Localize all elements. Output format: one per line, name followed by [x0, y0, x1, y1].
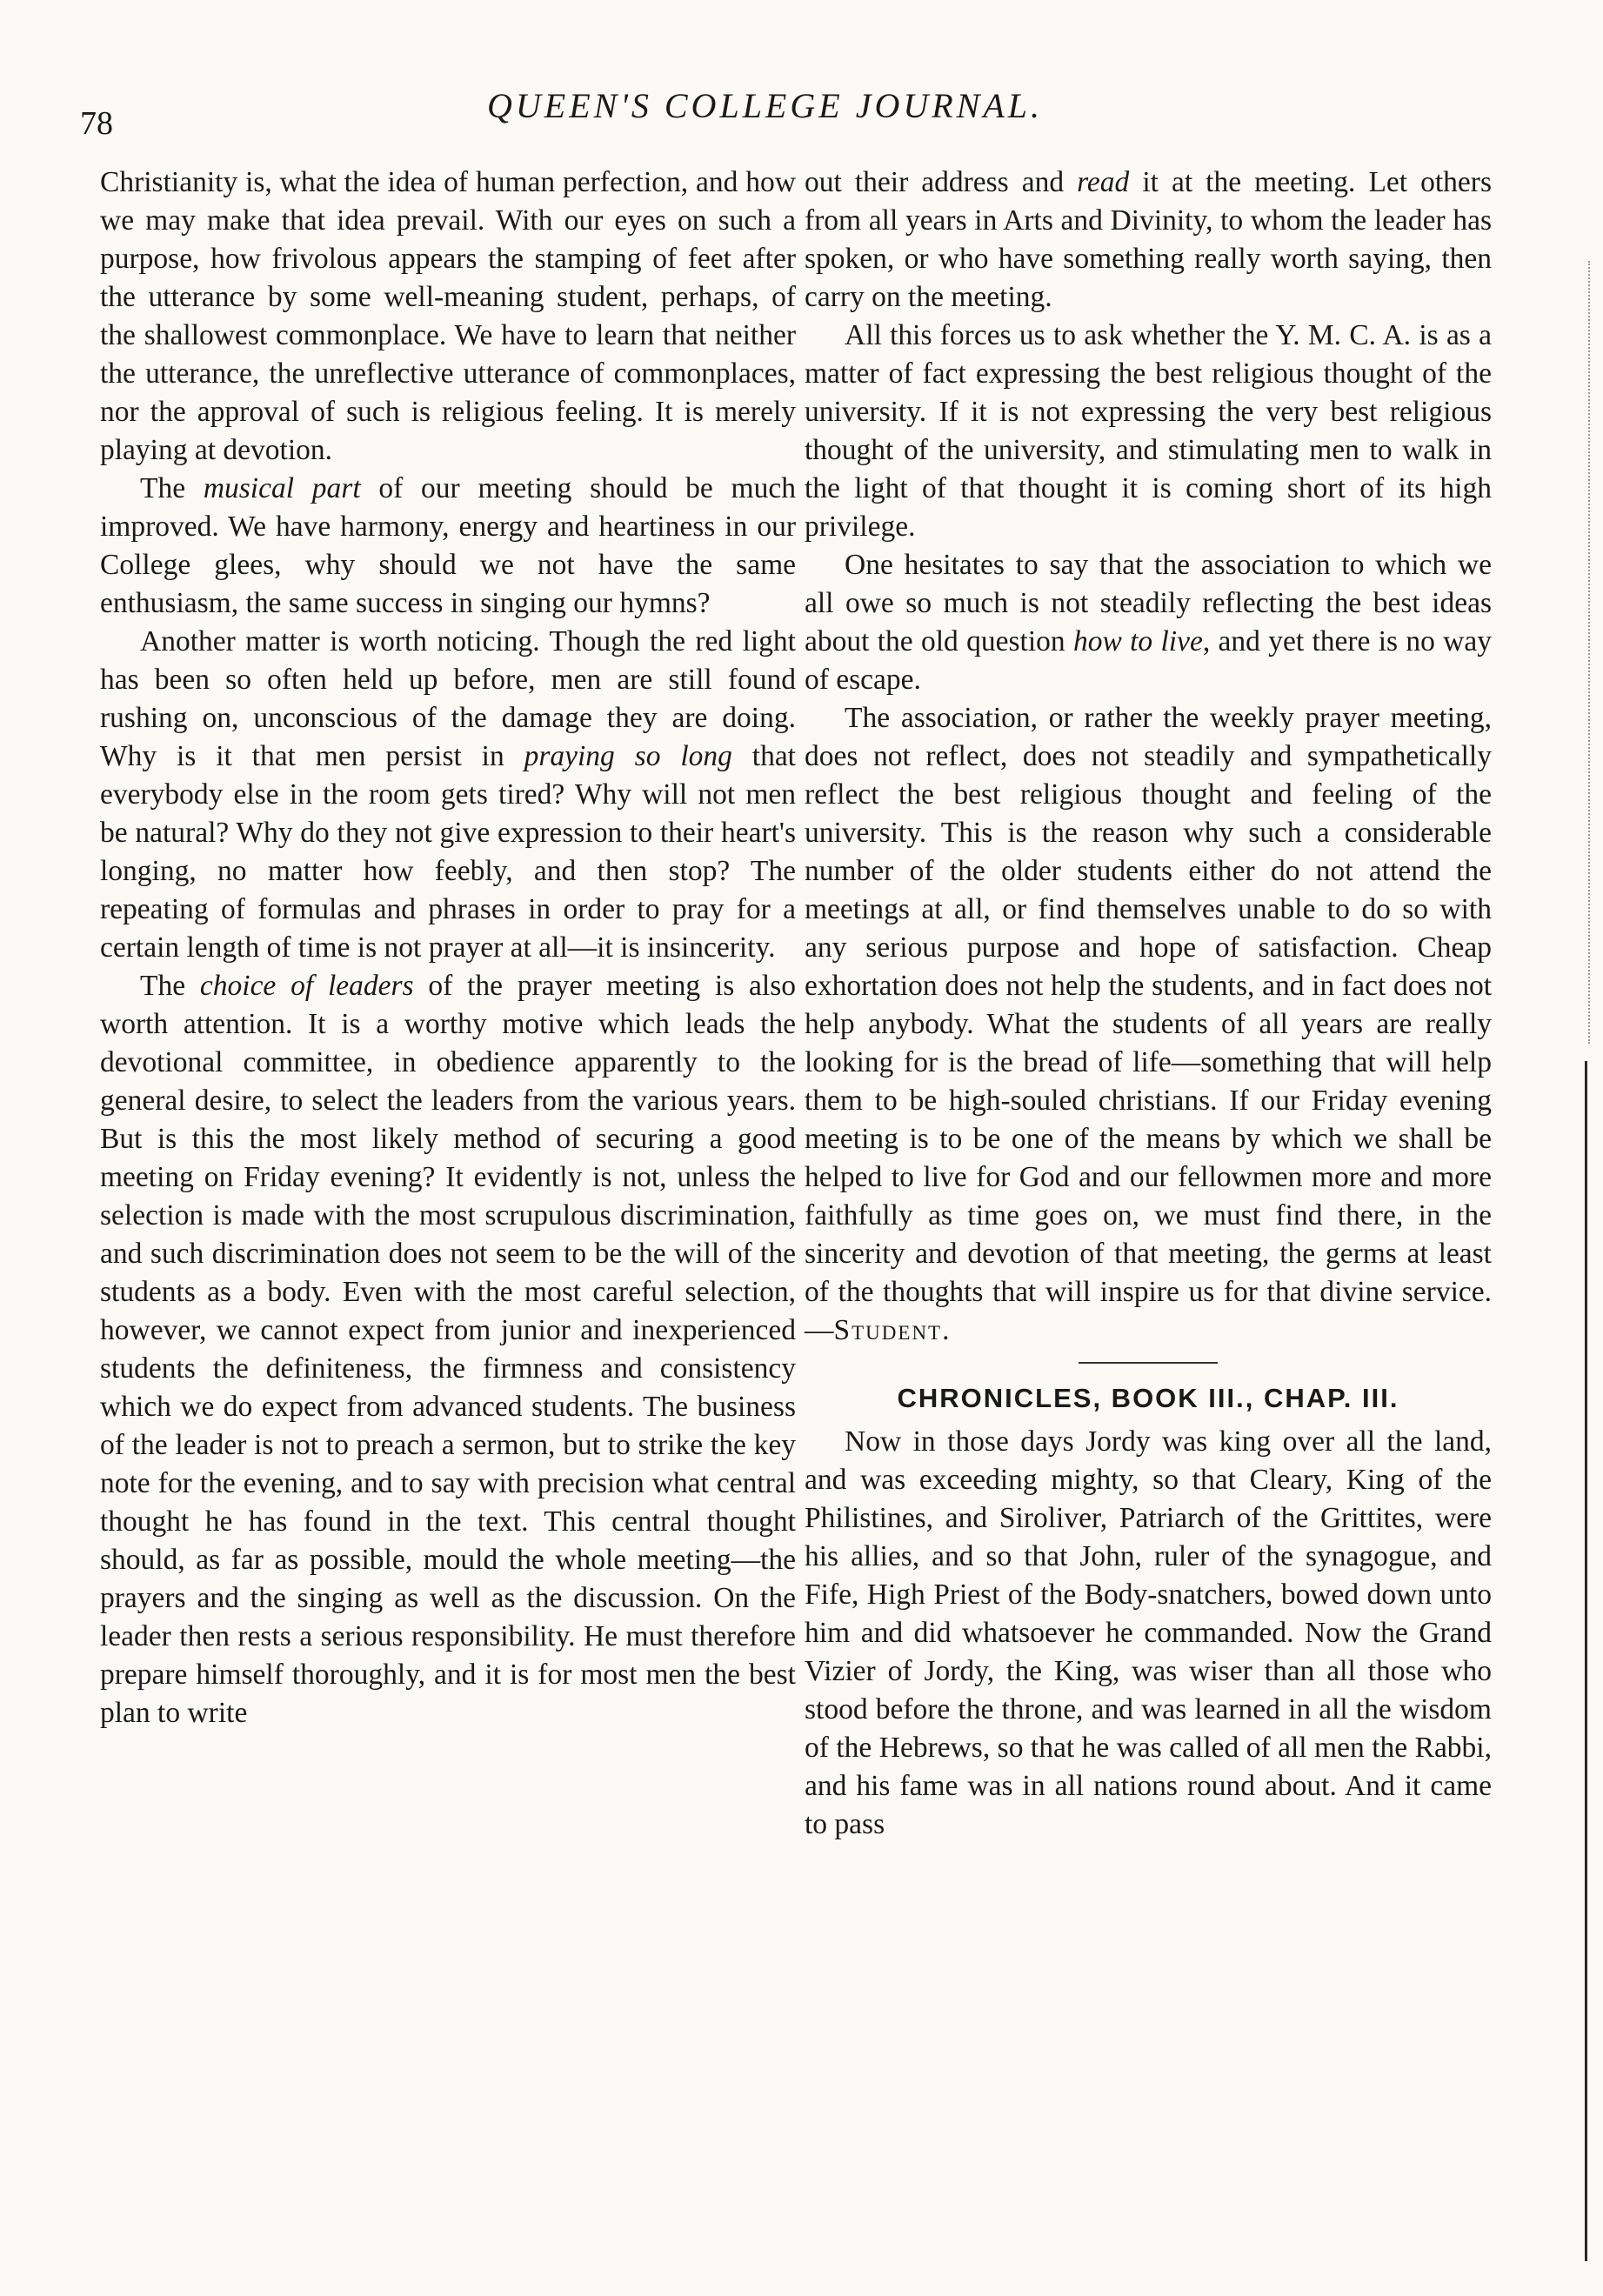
signature: Student.: [833, 1314, 952, 1346]
paragraph: out their address and read it at the meeting. Let others from all years in Arts and Divinity, to whom the leader has spoken, or who have something really worth saying, then carry on the meeting.: [805, 166, 1492, 313]
paragraph: The choice of leaders of the prayer meeting is also worth attention. It is a worthy motive which leads the devotional committee, in obedience apparently to the general desire, to select the leaders from the various years. But is this the most likely method of securing a good meeting on Friday evening? It evidently is not, unless the selection is made with the most scrupulous discrimination, and such discrimination does not seem to be the will of the students as a body. Even with the most careful selection, however, we cannot expect from junior and inexperienced students the definiteness, the firmness and consistency which we do expect from advanced students. The business of the leader is not to preach a sermon, but to strike the key note for the evening, and to say with precision what central thought he has found in the text. This central thought should, as far as possible, mould the whole meeting—the prayers and the singing as well as the discussion. On the leader then rests a serious responsibility. He must therefore prepare himself thoroughly, and it is for most men the best plan to write: [100, 970, 796, 1729]
emphasis: choice of leaders: [199, 970, 414, 1002]
page-number: 78: [80, 105, 113, 142]
section-heading: CHRONICLES, BOOK III., CHAP. III.: [897, 1383, 1399, 1413]
paragraph: Another matter is worth noticing. Though the red light has been so often held up before, men are still found rushing on, unconscious of the damage they are doing. Why is it that men persist in praying so long that everybody else in the room gets tired? Why will not men be natural? Why do they not give expression to their heart's longing, no matter how feebly, and then stop? The repeating of formulas and phrases in order to pray for a certain length of time is not prayer at all—it is insincerity.: [100, 625, 796, 964]
running-head: QUEEN'S COLLEGE JOURNAL.: [487, 86, 1044, 125]
paragraph: All this forces us to ask whether the Y. M. C. A. is as a matter of fact expressing the best religious thought of the university. If it is not expressing the very best religious thought of the university, and stimulating men to walk in the light of that thought it is coming short of its high privilege.: [805, 319, 1492, 543]
emphasis: read: [1077, 166, 1130, 198]
page-edge-mark: [1588, 261, 1592, 1044]
paragraph: Now in those days Jordy was king over all the land, and was exceeding mighty, so that Cleary, King of the Philistines, and Siroliver, Patriarch of the Grittites, were his allies, and so that John, ruler of the synagogue, and Fife, High Priest of the Body-snatchers, bowed down unto him and did whatsoever he commanded. Now the Grand Vizier of Jordy, the King, was wiser than all those who stood before the throne, and was learned in all the wisdom of the Hebrews, so that he was called of all men the Rabbi, and his fame was in all nations round about. And it came to pass: [805, 1425, 1492, 1840]
emphasis: musical part: [203, 472, 361, 504]
emphasis: praying so long: [524, 740, 732, 772]
section-divider: [1079, 1362, 1218, 1364]
paragraph: The musical part of our meeting should be much improved. We have harmony, energy and heartiness in our College glees, why should we not have the same enthusiasm, the same success in singing our hymns?: [100, 472, 796, 619]
paragraph: Christianity is, what the idea of human perfection, and how we may make that idea prevail. With our eyes on such a purpose, how frivolous appears the stamping of feet after the utterance by some well-meaning student, perhaps, of the shallowest commonplace. We have to learn that neither the utterance, the unreflective utterance of commonplaces, nor the approval of such is religious feeling. It is merely playing at devotion.: [100, 166, 796, 466]
right-column: [805, 164, 1492, 1844]
page-edge-line: [1585, 1061, 1587, 2261]
paragraph: The association, or rather the weekly prayer meeting, does not reflect, does not steadily and sympathetically reflect the best religious thought and feeling of the university. This is the reason why such a considerable number of the older students either do not attend the meetings at all, or find themselves unable to do so with any serious purpose and hope of satisfaction. Cheap exhortation does not help the students, and in fact does not help anybody. What the students of all years are really looking for is the bread of life—something that will help them to be high-souled christians. If our Friday evening meeting is to be one of the means by which we shall be helped to live for God and our fellowmen more and more faithfully as time goes on, we must find there, in the sincerity and devotion of that meeting, the germs at least of the thoughts that will inspire us for that divine service.—Student.: [805, 702, 1492, 1346]
emphasis: how to live: [1072, 625, 1203, 657]
paragraph: One hesitates to say that the association to which we all owe so much is not steadily reflecting the best ideas about the old question how to live, and yet there is no way of escape.: [805, 549, 1492, 696]
left-column: [100, 164, 796, 1732]
